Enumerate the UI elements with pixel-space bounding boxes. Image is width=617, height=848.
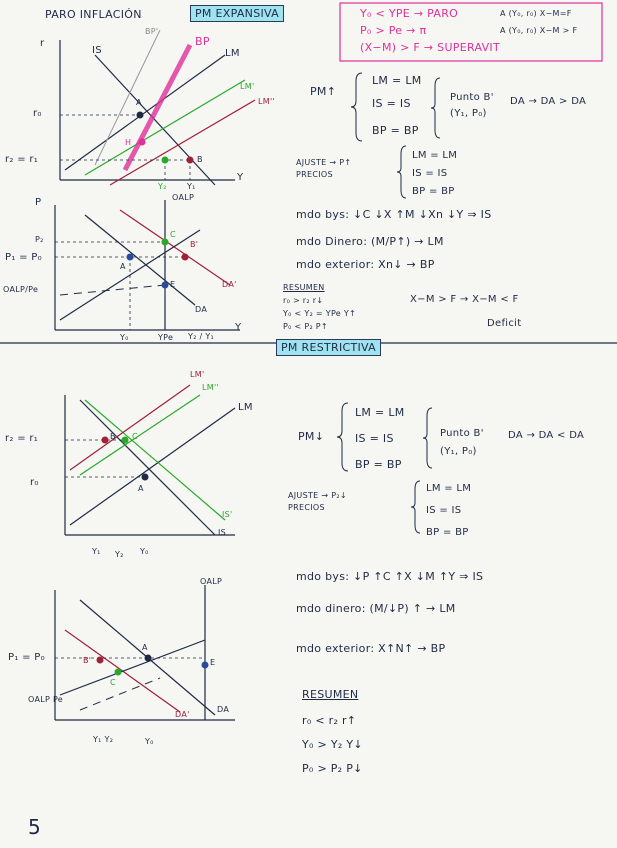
g4-da-label: DA [217, 705, 230, 714]
exp-mdo-dinero: mdo Dinero: (M/P↑) → LM [296, 235, 444, 248]
restrictiva-title: PM RESTRICTIVA [276, 339, 381, 356]
graph4-restrictiva-oada [55, 585, 235, 720]
res-res3: P₀ > P₂ P↓ [302, 762, 363, 775]
res-mdo-dinero: mdo dinero: (M/↓P) ↑ → LM [296, 602, 456, 615]
g3-c-label: C [132, 432, 138, 441]
exp-punto: Punto B' [450, 92, 494, 103]
page-number: 5 [28, 815, 42, 839]
exp-res2: Y₀ < Y₂ = YPe Y↑ [283, 309, 357, 318]
g1-bp1-label: BP' [145, 27, 159, 36]
g2-y1y2-label: Y₂ / Y₁ [188, 332, 215, 341]
g1-y1-label: Y₁ [187, 182, 196, 191]
g3-is1-label: IS' [222, 510, 233, 519]
brace-exp-1 [351, 73, 362, 141]
g1-bp-curve [125, 45, 190, 170]
g1-y-label: Y [237, 172, 244, 183]
g2-b1-label: B' [190, 240, 199, 249]
g1-point-h [139, 139, 146, 146]
g3-b-label: B [110, 432, 116, 441]
res-pm: PM↓ [298, 430, 325, 443]
g2-point-e [162, 282, 169, 289]
brace-exp-2 [431, 78, 440, 138]
g4-e-label: E [210, 658, 216, 667]
g1-r0-label: r₀ [33, 108, 42, 119]
g4-oalp-label: OALP [200, 577, 223, 586]
g3-r2r1-label: r₂ = r₁ [5, 433, 39, 444]
g2-point-b1 [182, 254, 189, 261]
g2-y-label: Y [235, 322, 242, 333]
g3-y0-label: Y₀ [140, 547, 149, 556]
g3-is-label: IS [218, 528, 227, 537]
g3-is1-curve [85, 400, 225, 520]
g4-point-c [115, 669, 122, 676]
g1-b-label: B [197, 155, 203, 164]
g2-ype-label: YPe [158, 333, 174, 342]
g2-c-label: C [170, 230, 176, 239]
g2-e-label: E [170, 280, 176, 289]
g1-is-label: IS [92, 45, 102, 56]
g3-point-b [102, 437, 109, 444]
res-res2: Y₀ > Y₂ Y↓ [302, 738, 363, 751]
exp-bp: BP = BP [372, 124, 419, 137]
exp-res3: P₀ < P₂ P↑ [283, 322, 328, 331]
g3-lm1-label: LM' [190, 370, 205, 379]
g2-a-label: A [120, 262, 126, 271]
note-a2: A (Y₀, r₀) X−M > F [500, 26, 578, 35]
g1-lm2-label: LM'' [258, 97, 275, 106]
g1-lm2-curve [110, 100, 255, 185]
exp-resumen-title: RESUMEN [283, 283, 325, 292]
graph2-oa-da [55, 200, 240, 330]
g1-bp-label: BP [195, 35, 210, 48]
g3-lm-label: LM [238, 402, 253, 413]
g4-a-label: A [142, 643, 148, 652]
g3-point-a [142, 474, 149, 481]
g1-r2r1-label: r₂ = r₁ [5, 154, 39, 165]
g1-h-label: H [125, 138, 132, 147]
g4-point-e [202, 662, 209, 669]
exp-mdo-exterior: mdo exterior: Xn↓ → BP [296, 258, 435, 271]
g1-point-b [187, 157, 194, 164]
res-ajuste: AJUSTE → P₂↓ [288, 491, 347, 500]
g4-point-b1 [97, 657, 104, 664]
g4-da1-label: DA' [175, 710, 190, 719]
note-paro: Y₀ < YPE → PARO [360, 7, 459, 20]
g3-lm1-curve [70, 385, 190, 470]
g1-lm-curve [65, 55, 225, 170]
brace-res-3 [411, 481, 420, 533]
g2-da1-label: DA' [222, 280, 237, 289]
g2-p2-label: P₂ [35, 235, 44, 244]
exp-deficit: Deficit [487, 318, 522, 329]
exp-da: DA → DA > DA [510, 96, 587, 107]
g1-r-label: r [40, 38, 45, 49]
g1-y2-label: Y₂ [158, 182, 167, 191]
exp-aj-bp: BP = BP [412, 186, 455, 197]
res-aj-is: IS = IS [426, 505, 462, 516]
exp-lm: LM = LM [372, 74, 422, 87]
g3-y2-label: Y₂ [115, 550, 124, 559]
g4-oacp-curve [60, 640, 205, 695]
brace-res-1 [337, 403, 348, 471]
res-da: DA → DA < DA [508, 430, 585, 441]
graph3-restrictiva-islm [65, 385, 235, 535]
exp-precios: PRECIOS [296, 170, 333, 179]
g1-point-a [137, 112, 144, 119]
res-resumen-title: RESUMEN [302, 688, 359, 701]
exp-aj-lm: LM = LM [412, 150, 458, 161]
res-mdo-exterior: mdo exterior: X↑N↑ → BP [296, 642, 446, 655]
left-title: PARO INFLACIÓN [45, 8, 142, 21]
note-inflacion: P₀ > Pe → π [360, 24, 427, 37]
res-mdo-bys: mdo bys: ↓P ↑C ↑X ↓M ↑Y ⇒ IS [296, 570, 484, 583]
g3-r0-label: r₀ [30, 477, 39, 488]
g4-y1y2-label: Y₁ Y₂ [93, 735, 114, 744]
g4-c-label: C [110, 678, 116, 687]
g2-da1-curve [120, 210, 230, 285]
res-aj-lm: LM = LM [426, 483, 472, 494]
g2-p1p0-label: P₁ = P₀ [5, 252, 42, 263]
brace-res-2 [423, 408, 432, 468]
g1-lm1-label: LM' [240, 82, 255, 91]
g1-lm-label: LM [225, 48, 240, 59]
res-precios: PRECIOS [288, 503, 325, 512]
exp-aj-is: IS = IS [412, 168, 448, 179]
g1-a-label: A [136, 98, 142, 107]
g2-da-curve [85, 215, 195, 305]
exp-is: IS = IS [372, 97, 411, 110]
g2-y0-label: Y₀ [120, 333, 129, 342]
exp-res4: X−M > F → X−M < F [410, 294, 519, 305]
brace-exp-3 [397, 146, 406, 198]
g2-da-label: DA [195, 305, 208, 314]
res-punto: Punto B' [440, 428, 484, 439]
g3-lm2-label: LM'' [202, 383, 219, 392]
res-is: IS = IS [355, 432, 394, 445]
expansiva-title: PM EXPANSIVA [190, 5, 284, 22]
g3-lm2-curve [80, 395, 200, 475]
g2-oalp-pe-label: OALP/Pe [3, 285, 39, 294]
res-lm: LM = LM [355, 406, 405, 419]
g1-oalp-label: OALP [172, 193, 195, 202]
g4-y0-label: Y₀ [145, 737, 154, 746]
res-aj-bp: BP = BP [426, 527, 469, 538]
res-bp: BP = BP [355, 458, 402, 471]
exp-mdo-bys: mdo bys: ↓C ↓X ↑M ↓Xn ↓Y ⇒ IS [296, 208, 492, 221]
exp-coords: (Y₁, P₀) [450, 108, 487, 119]
exp-res1: r₀ > r₂ r↓ [283, 296, 324, 305]
g2-point-a [127, 254, 134, 261]
note-a1: A (Y₀, r₀) X−M=F [500, 9, 572, 18]
exp-ajuste: AJUSTE → P↑ [296, 158, 352, 167]
res-res1: r₀ < r₂ r↑ [302, 714, 357, 727]
exp-pm: PM↑ [310, 85, 337, 98]
g3-y1-label: Y₁ [92, 547, 101, 556]
g3-a-label: A [138, 484, 144, 493]
g1-point-c [162, 157, 169, 164]
res-coords: (Y₁, P₀) [440, 446, 477, 457]
note-superavit: (X−M) > F → SUPERAVIT [360, 41, 500, 54]
g4-b1-label: B' [83, 656, 92, 665]
g4-p1p0-label: P₁ = P₀ [8, 652, 45, 663]
g4-oalp-pe-label: OALP Pe [28, 695, 64, 704]
g3-is-curve [80, 400, 215, 535]
g2-point-c [162, 239, 169, 246]
g3-point-c [122, 437, 129, 444]
g4-point-a [145, 655, 152, 662]
g2-p-label: P [35, 197, 42, 208]
